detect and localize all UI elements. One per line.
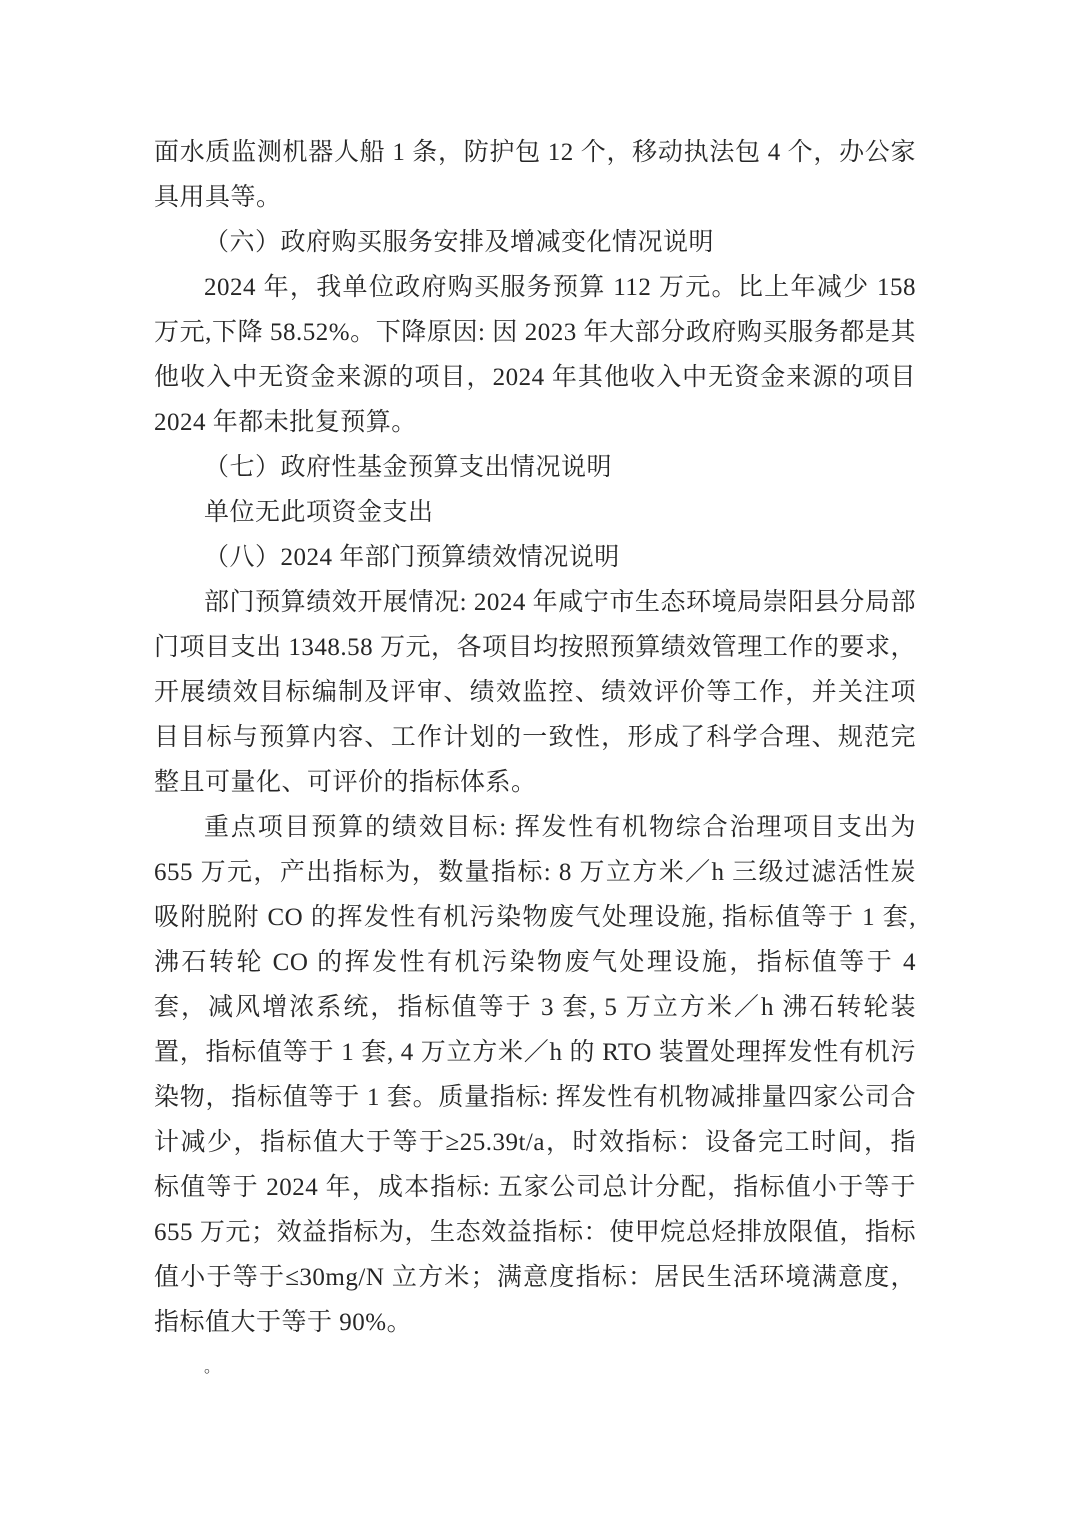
- section-heading: （六）政府购买服务安排及增减变化情况说明: [204, 229, 715, 256]
- section-heading: （八）2024 年部门预算绩效情况说明: [204, 544, 620, 571]
- paragraph: 重点项目预算的绩效目标: 挥发性有机物综合治理项目支出为 655 万元，产出指标为，数量指标: 8 万立方米／h 三级过滤活性炭吸附脱附 CO 的挥发性有机污染物废气处理设施, 指标值等于 1 套, 沸石转轮 CO 的挥发性有机污染物废气处理设施，指标值等于 4 套，减风增浓系统，指标值等于 3 套, 5 万立方米／h 沸石转轮装置，指标值等于 1 套, 4 万立方米／h 的 RTO 装置处理挥发性有机污染物，指标值等于 1 套。质量指标: 挥发性有机物减排量四家公司合计减少，指标值大于等于≥25.39t/a，时效指标：设备完工时间，指标值等于 2024 年，成本指标: 五家公司总计分配，指标值小于等于655 万元；效益指标为，生态效益指标：使甲烷总烃排放限值，指标值小于等于≤30mg/N 立方米；满意度指标：居民生活环境满意度，指标值大于等于 90%。: [154, 814, 916, 1336]
- paragraph: 面水质监测机器人船 1 条，防护包 12 个，移动执法包 4 个，办公家具用具等。: [154, 139, 916, 211]
- stray-period: 。: [204, 1359, 221, 1376]
- paragraph: 2024 年，我单位政府购买服务预算 112 万元。比上年减少 158 万元,下降 58.52%。下降原因: 因 2023 年大部分政府购买服务都是其他收入中无资金来源的项目，2024 年其他收入中无资金来源的项目 2024 年都未批复预算。: [154, 274, 916, 436]
- paragraph: 部门预算绩效开展情况: 2024 年咸宁市生态环境局崇阳县分局部门项目支出 1348.58 万元，各项目均按照预算绩效管理工作的要求，开展绩效目标编制及评审、绩效监控、绩效评价等工作，并关注项目目标与预算内容、工作计划的一致性，形成了科学合理、规范完整且可量化、可评价的指标体系。: [154, 589, 916, 796]
- section-heading: （七）政府性基金预算支出情况说明: [204, 454, 613, 481]
- paragraph: 单位无此项资金支出: [204, 499, 434, 526]
- document-body: [154, 130, 916, 1390]
